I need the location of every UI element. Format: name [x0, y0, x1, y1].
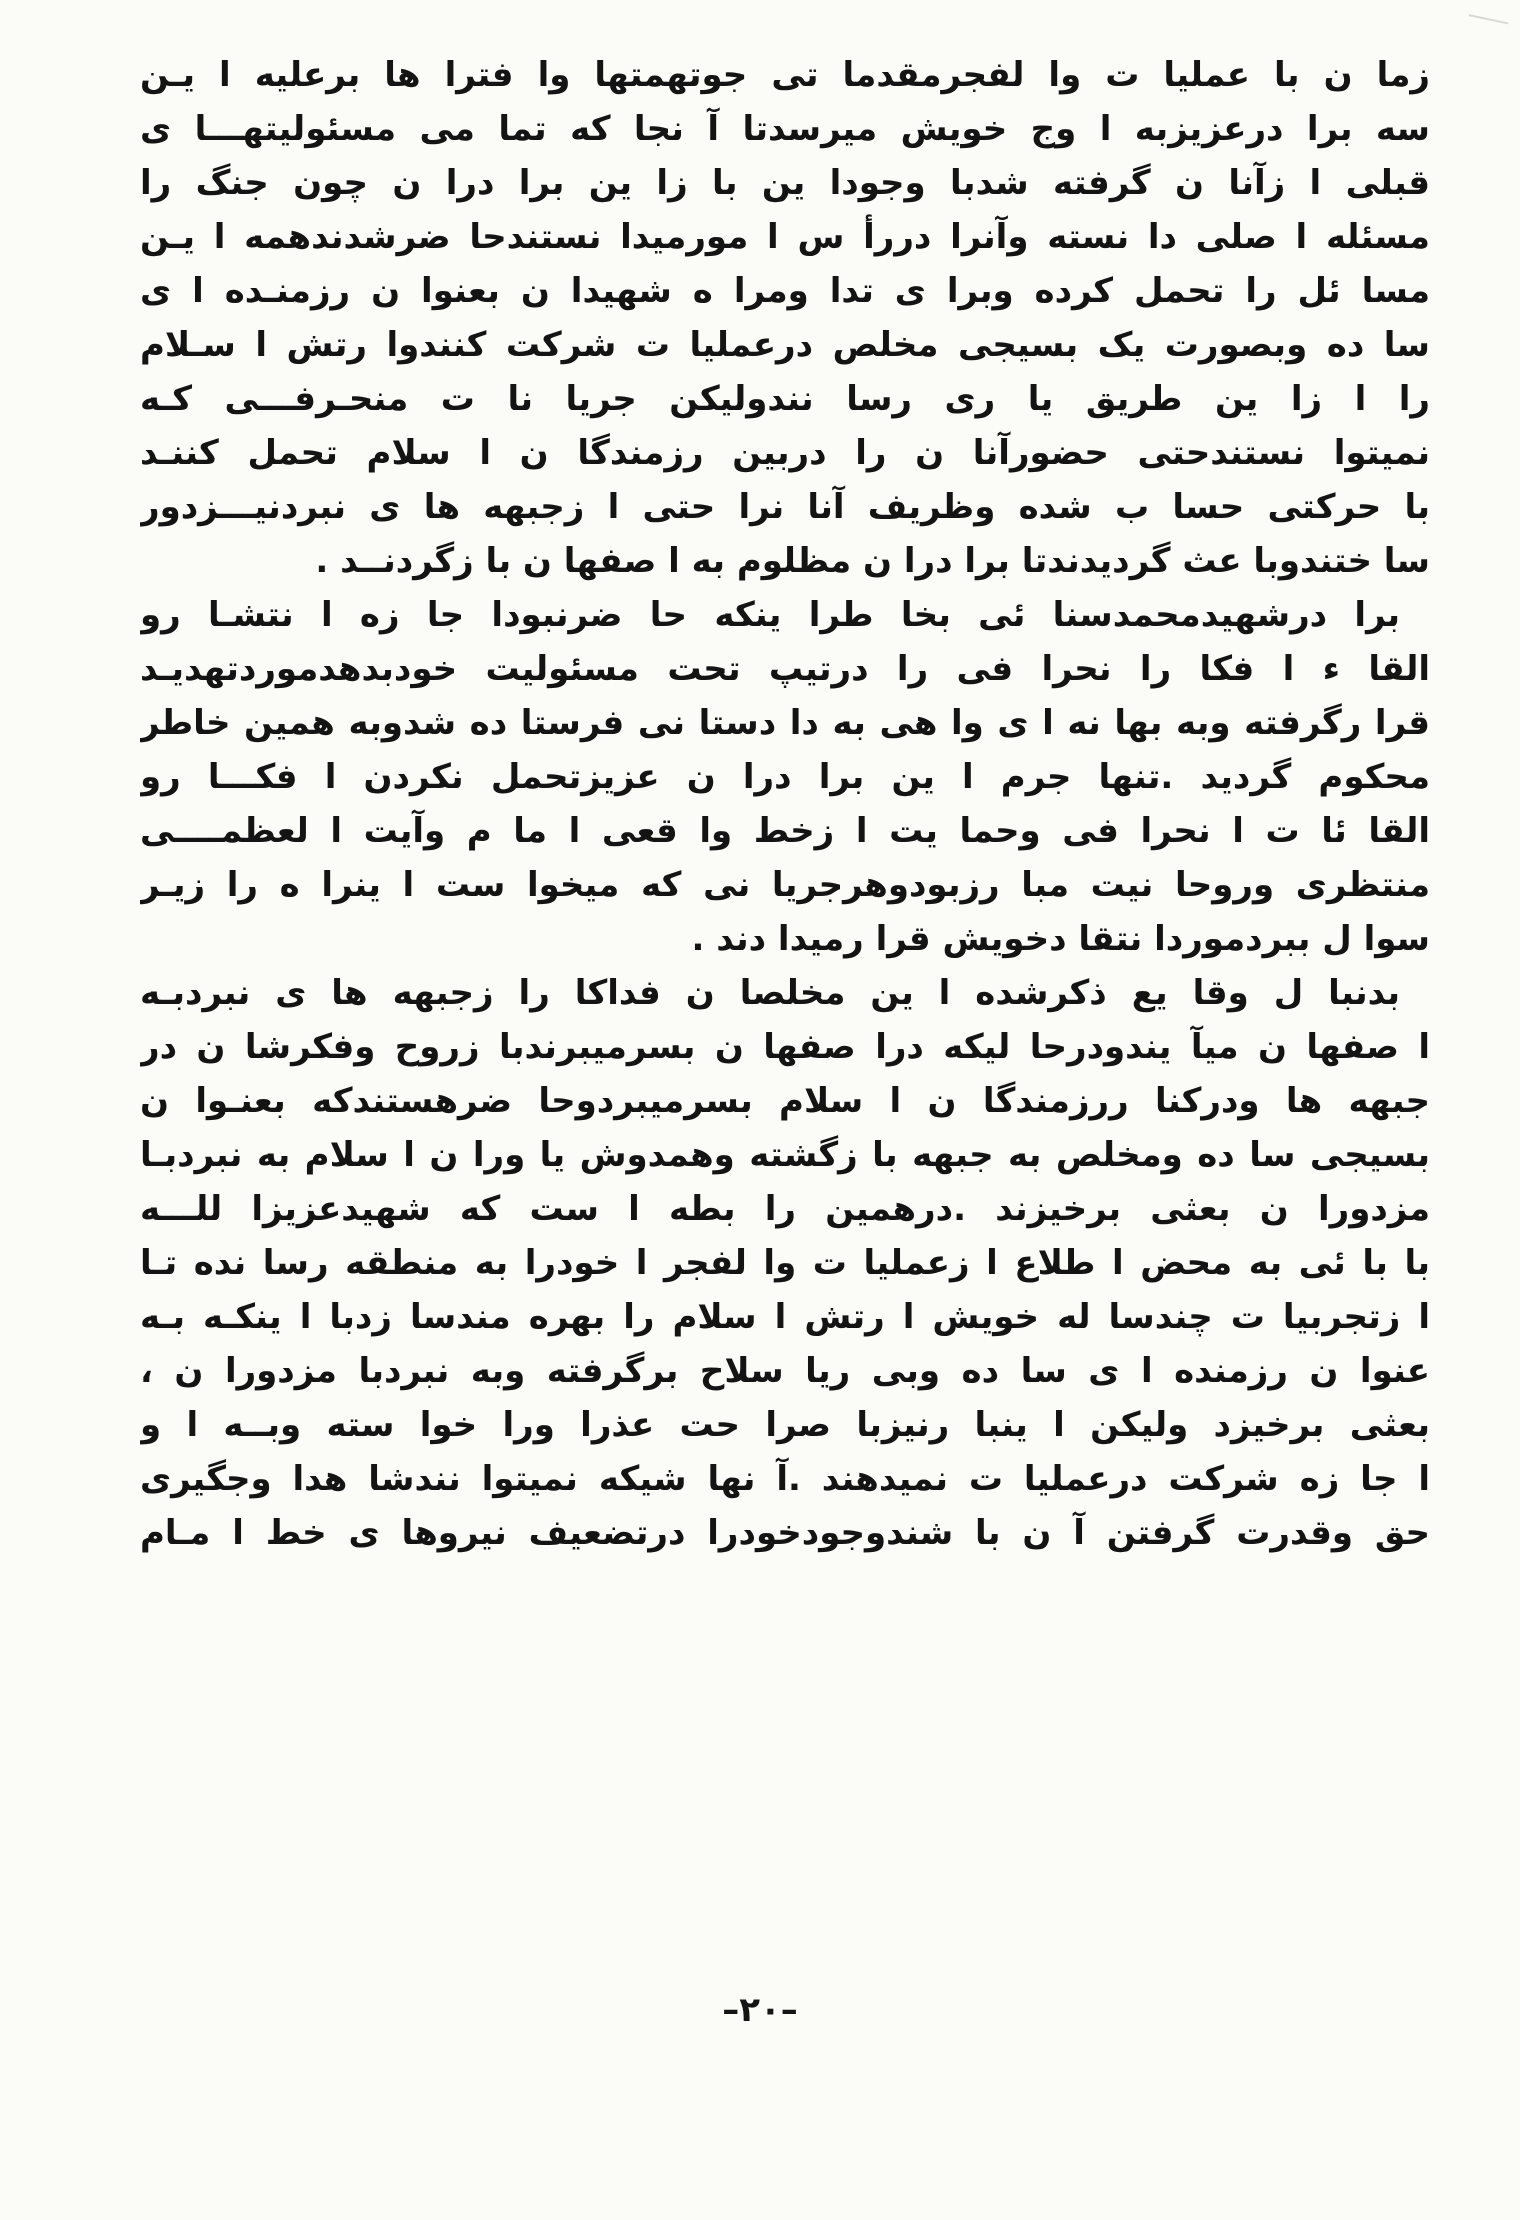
- text-line: برا درشهيدمحمدسنا ئی بخا طرا ينكه حا ضرنبودا جا زه ا نتشـا رو: [140, 595, 1400, 635]
- text-line: مزدورا ن بعثی برخيزند .درهمين را بطه ا ست كه شهيدعزيزا للـــه: [140, 1189, 1430, 1229]
- text-line: حق وقدرت گرفتن آ ن با شندوجودخودرا درتضعيف نيروها ی خط ا مـام: [140, 1513, 1430, 1553]
- text-line: ا جا زه شركت درعمليا ت نميدهند .آ نها شيكه نميتوا نندشا هدا وجگيری: [140, 1459, 1430, 1499]
- text-line: سا ده وبصورت يک بسيجی مخلص درعمليا ت شركت كنندوا رتش ا سـلام: [140, 325, 1430, 365]
- text-line: مسا ئل را تحمل كرده وبرا ی تدا ومرا ه شهيدا ن بعنوا ن رزمنـده ا ی: [140, 271, 1430, 311]
- text-line: قرا رگرفته وبه بها نه ا ی وا هی به دا دستا نی فرستا ده شدوبه همين خاطر: [140, 703, 1430, 743]
- text-line: بعثی برخيزد ولیكن ا ينبا رنيزبا صرا حت عذرا ورا خوا سته وبــه ا و: [140, 1405, 1430, 1445]
- text-line: سه برا درعزيزبه ا وج خويش ميرسدتا آ نجا كه تما می مسئوليتهـــا ی: [140, 109, 1430, 149]
- page-number: –۲۰–: [722, 1990, 798, 2030]
- text-line: عنوا ن رزمنده ا ی سا ده وبی ريا سلاح برگرفته وبه نبردبا مزدورا ن ،: [140, 1351, 1430, 1391]
- text-line: بسيجی سا ده ومخلص به جبهه با زگشته وهمدوش يا ورا ن ا سلام به نبردبـا: [140, 1135, 1430, 1175]
- text-line: با با ئی به محض ا طلاع ا زعمليا ت وا لفجر ا خودرا به منطقه رسا نده تـا: [140, 1243, 1430, 1283]
- text-line: را ا زا ين طريق يا ری رسا نندولیكن جريا نا ت منحـرفـــی كـه: [140, 379, 1430, 419]
- text-line: سا ختندوبا عث گرديدندتا برا درا ن مظلوم به ا صفها ن با زگردنــد .: [315, 541, 1430, 581]
- text-line: مسئله ا صلی دا نسته وآنرا دررأ س ا مورميدا نستندحا ضرشدندهمه ا يـن: [140, 217, 1430, 257]
- scan-corner-mark: [1464, 14, 1509, 48]
- text-line: زما ن با عمليا ت وا لفجرمقدما تی جوتهمتها وا فترا ها برعليه ا يـن: [140, 55, 1430, 95]
- text-line: جبهه ها ودركنا ررزمندگا ن ا سلام بسرميبردوحا ضرهستندكه بعنـوا ن: [140, 1081, 1430, 1121]
- text-line: قبلی ا زآنا ن گرفته شدبا وجودا ين با زا ين برا درا ن چون جنگ را: [140, 163, 1430, 203]
- text-line: با حركتی حسا ب شده وظريف آنا نرا حتی ا زجبهه ها ی نبردنيـــزدور: [140, 487, 1430, 527]
- text-line: سوا ل ببردموردا نتقا دخويش قرا رميدا دند .: [691, 919, 1430, 959]
- text-line: القا ء ا فكا را نحرا فی را درتيپ تحت مسئوليت خودبدهدموردتهديـد: [140, 649, 1430, 689]
- text-line: محكوم گرديد .تنها جرم ا ين برا درا ن عزيزتحمل نكردن ا فكـــا رو: [140, 757, 1430, 797]
- body-text: [140, 48, 1430, 1560]
- text-line: نميتوا نستندحتی حضورآنا ن را دربين رزمندگا ن ا سلام تحمل كننـد: [140, 433, 1430, 473]
- text-line: بدنبا ل وقا يع ذكرشده ا ين مخلصا ن فداكا را زجبهه ها ی نبردبـه: [140, 973, 1400, 1013]
- text-line: منتظری وروحا نيت مبا رزبودوهرجريا نی كه ميخوا ست ا ينرا ه را زيـر: [140, 865, 1430, 905]
- text-line: القا ئا ت ا نحرا فی وحما يت ا زخط وا قعی ا ما م وآيت ا لعظمــــی: [140, 811, 1430, 851]
- text-line: ا زتجربيا ت چندسا له خويش ا رتش ا سلام را بهره مندسا زدبا ا ينكـه بـه: [140, 1297, 1430, 1337]
- text-line: ا صفها ن ميآ يندودرحا ليكه درا صفها ن بسرميبرندبا زروح وفكرشا ن در: [140, 1027, 1430, 1067]
